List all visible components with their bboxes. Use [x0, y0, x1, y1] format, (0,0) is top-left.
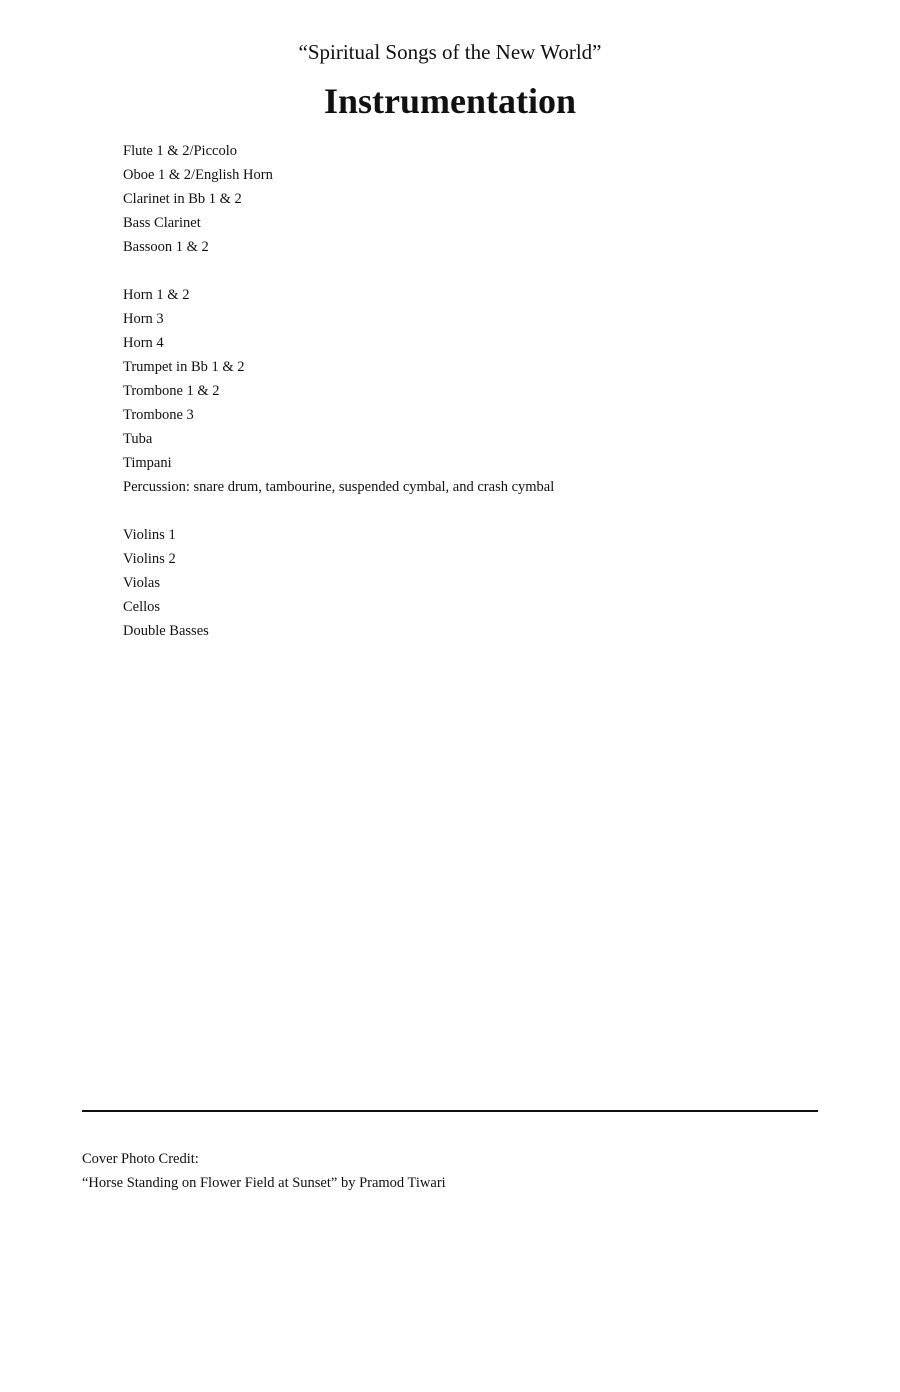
credit-text: “Horse Standing on Flower Field at Sunset” by Pramod Tiwari: [82, 1175, 446, 1191]
instrument-item: Timpani: [123, 455, 172, 471]
credit-label: Cover Photo Credit:: [82, 1151, 199, 1167]
instrument-list: [123, 139, 554, 667]
footer-divider: [82, 1110, 818, 1112]
instrument-item: Trumpet in Bb 1 & 2: [123, 359, 245, 375]
instrument-item: Violins 2: [123, 551, 176, 567]
instrument-item: Trombone 3: [123, 407, 194, 423]
instrument-item: Double Basses: [123, 623, 209, 639]
instrument-item: Horn 4: [123, 335, 164, 351]
page-title: Instrumentation: [323, 81, 577, 121]
instrument-item: Bass Clarinet: [123, 215, 201, 231]
instrument-item: Horn 3: [123, 311, 164, 327]
strings-group: [123, 523, 554, 643]
photo-credit: [82, 1147, 446, 1195]
instrument-item: Horn 1 & 2: [123, 287, 190, 303]
instrument-item: Flute 1 & 2/Piccolo: [123, 143, 237, 159]
instrument-item: Violas: [123, 575, 160, 591]
instrument-item: Oboe 1 & 2/English Horn: [123, 167, 273, 183]
instrument-item: Trombone 1 & 2: [123, 383, 220, 399]
instrument-item: Bassoon 1 & 2: [123, 239, 209, 255]
woodwinds-group: [123, 139, 554, 259]
instrument-item: Violins 1: [123, 527, 176, 543]
instrument-item: Tuba: [123, 431, 153, 447]
instrument-item: Cellos: [123, 599, 161, 615]
piece-subtitle: “Spiritual Songs of the New World”: [298, 40, 602, 64]
instrument-item: Percussion: snare drum, tambourine, suspended cymbal, and crash cymbal: [123, 479, 555, 495]
instrument-item: Clarinet in Bb 1 & 2: [123, 191, 242, 207]
brass-percussion-group: [123, 283, 554, 499]
